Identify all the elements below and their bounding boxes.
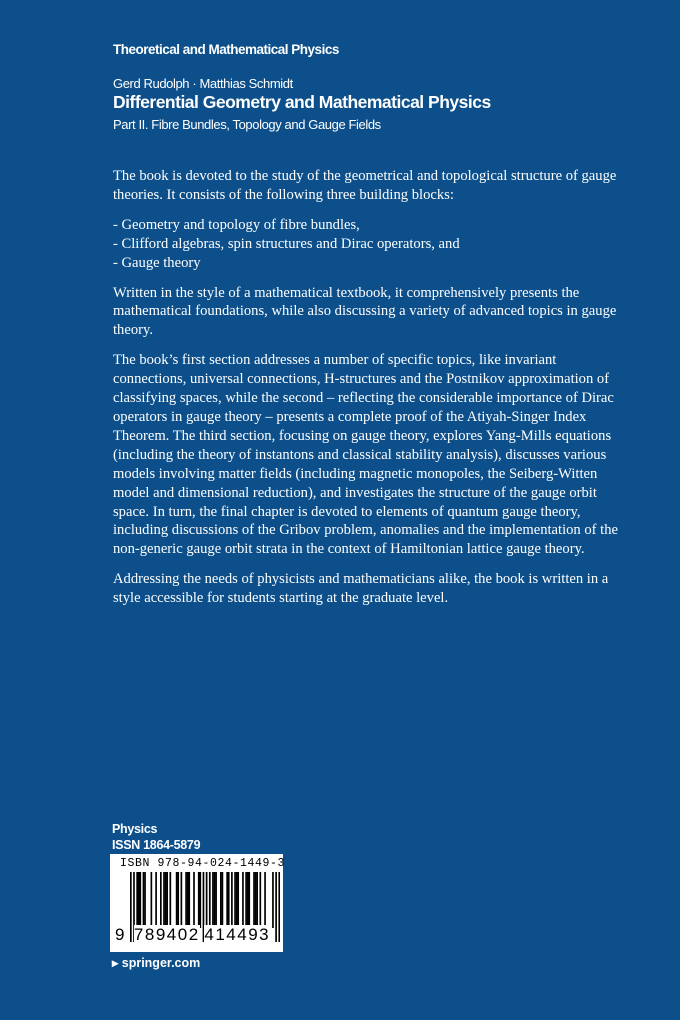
barcode-bar <box>163 872 165 928</box>
barcode-bar <box>264 872 266 928</box>
isbn-barcode <box>110 854 286 952</box>
barcode-bar <box>198 872 200 928</box>
barcode-bar <box>176 872 178 928</box>
barcode-bar <box>212 872 214 928</box>
barcode-bar <box>226 872 228 928</box>
series-title: Theoretical and Mathematical Physics <box>113 42 339 57</box>
barcode-bar <box>151 872 153 928</box>
barcode-bar <box>138 872 140 928</box>
book-title: Differential Geometry and Mathematical Physics <box>113 92 491 112</box>
barcode-bar <box>220 872 222 928</box>
barcode-bar <box>228 872 230 928</box>
barcode-bar <box>272 872 274 928</box>
barcode-bar <box>144 872 146 928</box>
barcode-bar <box>193 872 195 928</box>
authors: Gerd Rudolph · Matthias Schmidt <box>113 76 293 91</box>
website-link[interactable]: ▸ springer.com <box>112 956 201 970</box>
barcode-bar <box>165 872 167 928</box>
barcode-bar <box>245 872 247 928</box>
barcode-bar <box>215 872 217 928</box>
barcode-right-digits: 414493 <box>204 925 271 944</box>
barcode-bar <box>143 872 145 928</box>
barcode-bar <box>242 872 244 928</box>
barcode-bar <box>136 872 138 928</box>
barcode-first-digit: 9 <box>115 925 125 944</box>
blurb-paragraph-2: Written in the style of a mathematical textbook, it comprehensively presents the mathematical foundations, while also discussing a variety of advanced topics in gauge theory. <box>113 284 617 339</box>
barcode-bar <box>160 872 162 928</box>
barcode-bar <box>222 872 224 928</box>
barcode-bar <box>259 872 261 928</box>
barcode-bar <box>256 872 258 928</box>
barcode-bar <box>199 872 201 928</box>
barcode-bar <box>234 872 236 928</box>
building-blocks-list <box>113 216 621 273</box>
barcode-digits <box>115 925 270 945</box>
blurb-intro: The book is devoted to the study of the geometrical and topological structure of gauge theories. It consists of the following three building blocks: <box>113 168 617 203</box>
barcode-bar <box>248 872 250 928</box>
barcode-bar <box>214 872 216 928</box>
blurb-paragraph-4: Addressing the needs of physicists and mathematicians alike, the book is written in a style accessible for students starting at the graduate level. <box>113 571 609 607</box>
barcode-bar <box>231 872 233 928</box>
barcode-bar <box>166 872 168 928</box>
issn: ISSN 1864-5879 <box>112 838 201 852</box>
barcode-bar <box>187 872 189 928</box>
barcode-bar <box>237 872 239 928</box>
list-item: - Geometry and topology of fibre bundles, <box>113 216 360 233</box>
barcode-bar <box>155 872 157 928</box>
barcode-bar <box>188 872 190 928</box>
isbn-label: ISBN 978-94-024-1449-3 <box>120 857 286 870</box>
barcode-bar <box>255 872 257 928</box>
barcode-bar <box>139 872 141 928</box>
barcode-bar <box>247 872 249 928</box>
list-item: - Clifford algebras, spin structures and Dirac operators, and <box>113 235 460 252</box>
book-subtitle: Part II. Fibre Bundles, Topology and Gauge Fields <box>113 117 381 132</box>
subject-label: Physics <box>112 822 158 836</box>
barcode-left-digits: 789402 <box>133 925 200 944</box>
barcode-bar <box>177 872 179 928</box>
list-item: - Gauge theory <box>113 254 201 271</box>
barcode-bar <box>185 872 187 928</box>
barcode-bar <box>275 872 277 942</box>
barcode-bar <box>209 872 211 928</box>
blurb <box>113 167 621 619</box>
barcode-bar <box>278 872 280 942</box>
blurb-paragraph-3: The book’s first section addresses a number of specific topics, like invariant connections, universal connections, H-structures and the Postnikov approximation of classifying spaces, while the second – reflecting the considerable importance of Dirac operators in gauge theory – presents a complete proof of the Atiyah-Singer Index Theorem. The third section, focusing on gauge theory, explores Yang-Mills equations (including the theory of instantons and classical stability analysis), discusses various models involving matter fields (including magnetic monopoles, the Seiberg-Witten model and dimensional reduction), and investigates the structure of the gauge orbit space. In turn, the final chapter is devoted to elements of quantum gauge theory, including discussions of the Gribov problem, anomalies and the implementation of the non-generic gauge orbit strata in the context of Hamiltonian lattice gauge theory. <box>113 352 619 558</box>
barcode-bar <box>253 872 255 928</box>
barcode-bar <box>181 872 183 928</box>
barcode-bar <box>169 872 171 928</box>
barcode-bar <box>236 872 238 928</box>
